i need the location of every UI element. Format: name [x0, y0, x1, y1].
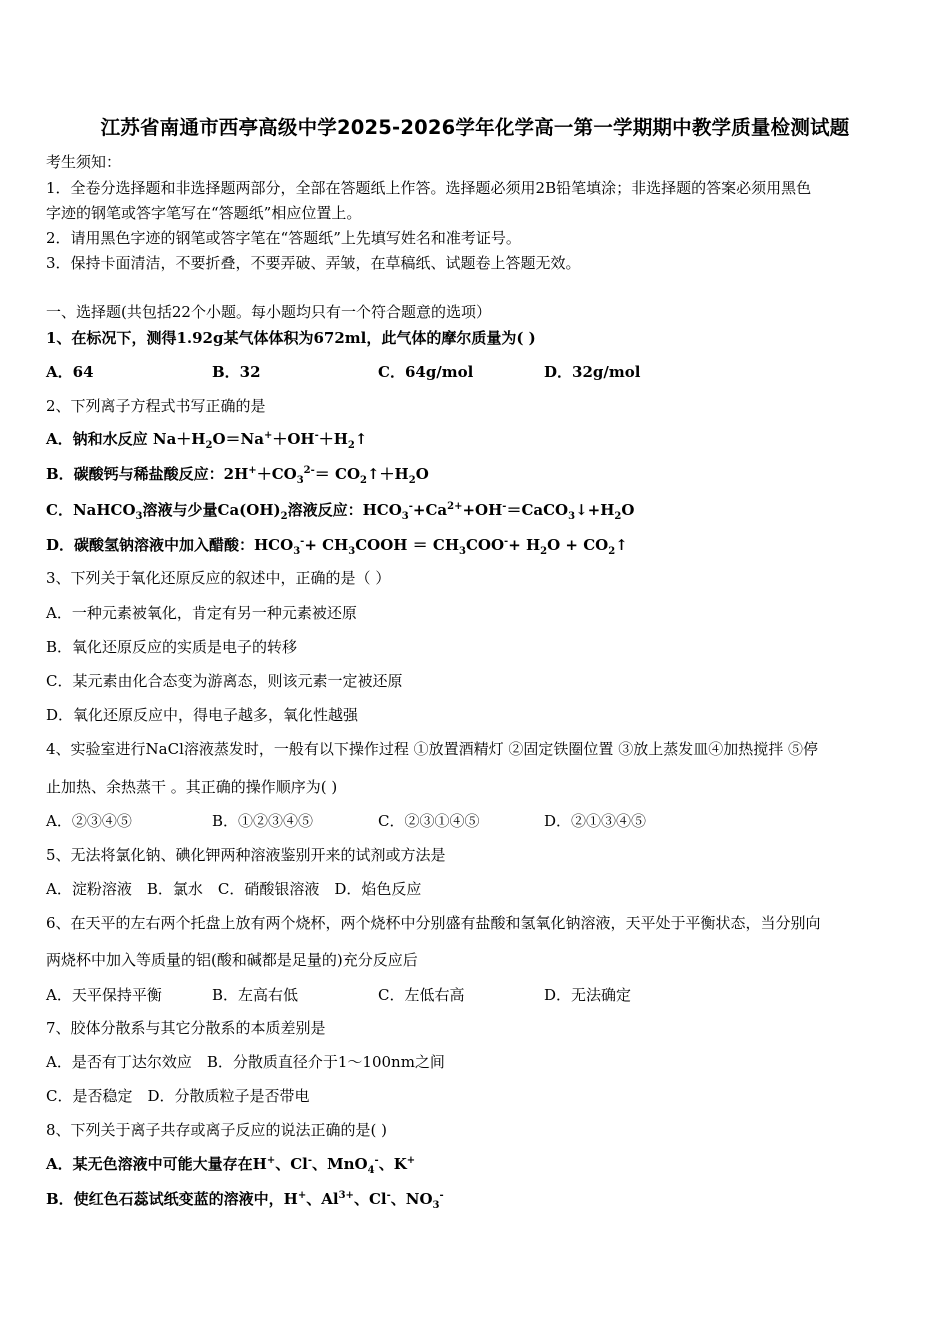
question-2-stem: 2、下列离子方程式书写正确的是 [46, 397, 266, 415]
question-3-option-a: A．一种元素被氧化，肯定有另一种元素被还原 [46, 604, 357, 622]
notice-item: 2．请用黑色字迹的钢笔或答字笔在“答题纸”上先填写姓名和准考证号。 [46, 229, 521, 247]
option-b: B．左高右低 [212, 986, 299, 1004]
page-title: 江苏省南通市西亭高级中学2025-2026学年化学高一第一学期期中教学质量检测试题 [100, 116, 850, 139]
question-2-option-d: D．碳酸氢钠溶液中加入醋酸：$HCO_3^-+$ $CH_3COOH = CH_3COO^-+ H_2O$ + $CO_2↑$ [46, 536, 628, 557]
question-1-stem: 1、在标况下，测得1.92g某气体体积为672ml，此气体的摩尔质量为( ) [46, 329, 536, 347]
question-4-stem: 止加热、余热蒸干 。其正确的操作顺序为( ) [46, 778, 338, 796]
question-6-stem: 两烧杯中加入等质量的铝(酸和碱都是足量的)充分反应后 [46, 951, 418, 969]
question-7-options: C．是否稳定 D．分散质粒子是否带电 [46, 1087, 310, 1105]
question-2-option-a: A．钠和水反应 $Na+H_2O=Na^++OH^-+H_2↑$ [46, 430, 368, 451]
question-3-option-c: C．某元素由化合态变为游离态，则该元素一定被还原 [46, 672, 403, 690]
question-6-options [46, 985, 904, 1005]
option-b: B．32 [212, 363, 261, 381]
question-3-option-b: B．氧化还原反应的实质是电子的转移 [46, 638, 298, 656]
notice-item: 字迹的钢笔或答字笔写在“答题纸”相应位置上。 [46, 204, 362, 222]
question-6-stem: 6、在天平的左右两个托盘上放有两个烧杯，两个烧杯中分别盛有盐酸和氢氧化钠溶液，天平处于平衡状态，当分别向 [46, 914, 821, 932]
option-d: D．32g/mol [544, 363, 641, 381]
question-1-options [46, 362, 904, 382]
option-d: D．②①③④⑤ [544, 812, 647, 830]
option-a: A．②③④⑤ [46, 812, 132, 830]
question-5-options: A．淀粉溶液 B．氯水 C．硝酸银溶液 D．焰色反应 [46, 880, 422, 898]
option-a: A．64 [46, 363, 94, 381]
notice-item: 3．保持卡面清洁，不要折叠，不要弄破、弄皱，在草稿纸、试题卷上答题无效。 [46, 254, 581, 272]
question-8-option-b: B．使红色石蕊试纸变蓝的溶液中，H+、$Al^{3+}$、Cl-、$NO_3^-$ [46, 1190, 444, 1211]
question-3-option-d: D．氧化还原反应中，得电子越多，氧化性越强 [46, 706, 359, 724]
notice-item: 1．全卷分选择题和非选择题两部分，全部在答题纸上作答。选择题必须用2B铅笔填涂；非选择题的答案必须用黑色 [46, 179, 812, 197]
question-3-stem: 3、下列关于氧化还原反应的叙述中，正确的是（ ） [46, 569, 391, 587]
option-d: D．无法确定 [544, 986, 632, 1004]
question-4-stem: 4、实验室进行NaCl溶液蒸发时，一般有以下操作过程 ①放置酒精灯 ②固定铁圈位置 ③放上蒸发皿④加热搅拌 ⑤停 [46, 740, 818, 758]
question-2-option-c: C．NaHCO$_3$溶液与少量$Ca(OH)_2$溶液反应：$HCO_3^-+Ca^{2+}+OH^-=CaCO_3↓+H_2O$ [46, 501, 635, 522]
notice-heading: 考生须知： [46, 153, 122, 171]
question-8-option-a: A．某无色溶液中可能大量存在H+、Cl-、MnO$_4$-、K+ [46, 1155, 416, 1176]
question-4-options [46, 811, 904, 831]
question-8-stem: 8、下列关于离子共存或离子反应的说法正确的是( ) [46, 1121, 388, 1139]
question-5-stem: 5、无法将氯化钠、碘化钾两种溶液鉴别开来的试剂或方法是 [46, 846, 446, 864]
option-a: A．天平保持平衡 [46, 986, 162, 1004]
option-c: C．②③①④⑤ [378, 812, 480, 830]
question-2-option-b: B．碳酸钙与稀盐酸反应：$2H^++CO_3^{2-}=$ $CO_2↑+H_2O$ [46, 465, 429, 486]
section-heading: 一、选择题(共包括22个小题。每小题均只有一个符合题意的选项） [46, 303, 491, 321]
option-b: B．①②③④⑤ [212, 812, 314, 830]
question-7-options: A．是否有丁达尔效应 B．分散质直径介于1～100nm之间 [46, 1053, 445, 1071]
question-7-stem: 7、胶体分散系与其它分散系的本质差别是 [46, 1019, 326, 1037]
option-c: C．64g/mol [378, 363, 474, 381]
option-c: C．左低右高 [378, 986, 465, 1004]
